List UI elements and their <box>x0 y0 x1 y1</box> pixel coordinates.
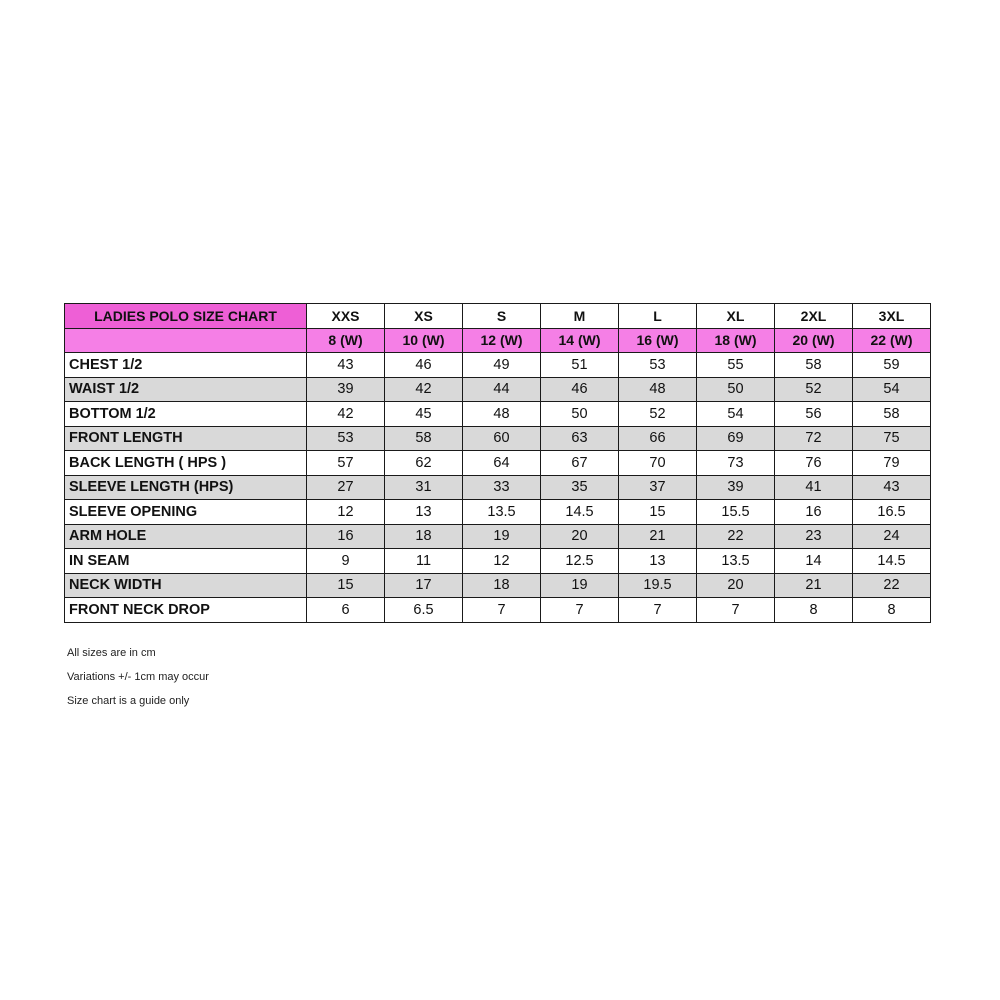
measurement-label: FRONT NECK DROP <box>65 598 307 623</box>
measurement-value: 7 <box>541 598 619 623</box>
measurement-value: 70 <box>619 451 697 476</box>
measurement-label: FRONT LENGTH <box>65 426 307 451</box>
measurement-value: 7 <box>697 598 775 623</box>
measurement-value: 44 <box>463 377 541 402</box>
measurement-value: 73 <box>697 451 775 476</box>
measurement-value: 53 <box>307 426 385 451</box>
measurement-value: 50 <box>541 402 619 427</box>
au-size-cell: 22 (W) <box>853 328 931 353</box>
measurement-label: NECK WIDTH <box>65 573 307 598</box>
measurement-value: 48 <box>619 377 697 402</box>
measurement-value: 14 <box>775 549 853 574</box>
measurement-value: 12 <box>307 500 385 525</box>
size-header-row <box>65 304 931 329</box>
table-row <box>65 573 931 598</box>
measurement-value: 50 <box>697 377 775 402</box>
au-size-header-blank <box>65 328 307 353</box>
measurement-value: 22 <box>697 524 775 549</box>
footnote-guide: Size chart is a guide only <box>67 695 190 707</box>
measurement-label: WAIST 1/2 <box>65 377 307 402</box>
measurement-value: 58 <box>385 426 463 451</box>
measurement-value: 16 <box>307 524 385 549</box>
measurement-value: 11 <box>385 549 463 574</box>
measurement-value: 64 <box>463 451 541 476</box>
chart-title: LADIES POLO SIZE CHART <box>65 304 307 329</box>
table-row <box>65 377 931 402</box>
measurement-value: 33 <box>463 475 541 500</box>
measurement-value: 63 <box>541 426 619 451</box>
measurement-value: 19.5 <box>619 573 697 598</box>
measurement-label: CHEST 1/2 <box>65 353 307 378</box>
measurement-label: IN SEAM <box>65 549 307 574</box>
measurement-value: 43 <box>853 475 931 500</box>
table-row <box>65 402 931 427</box>
measurement-value: 54 <box>697 402 775 427</box>
measurement-value: 21 <box>619 524 697 549</box>
table-row <box>65 353 931 378</box>
measurement-value: 48 <box>463 402 541 427</box>
measurement-value: 67 <box>541 451 619 476</box>
measurement-value: 14.5 <box>541 500 619 525</box>
measurement-value: 22 <box>853 573 931 598</box>
au-size-cell: 18 (W) <box>697 328 775 353</box>
au-size-cell: 20 (W) <box>775 328 853 353</box>
measurement-value: 8 <box>853 598 931 623</box>
measurement-value: 46 <box>385 353 463 378</box>
measurement-value: 49 <box>463 353 541 378</box>
size-header-cell: M <box>541 304 619 329</box>
measurement-value: 54 <box>853 377 931 402</box>
measurement-label: ARM HOLE <box>65 524 307 549</box>
measurement-value: 24 <box>853 524 931 549</box>
measurement-value: 60 <box>463 426 541 451</box>
au-size-header-row <box>65 328 931 353</box>
measurement-value: 41 <box>775 475 853 500</box>
size-header-cell: 2XL <box>775 304 853 329</box>
measurement-value: 52 <box>775 377 853 402</box>
measurement-value: 55 <box>697 353 775 378</box>
measurement-value: 13.5 <box>463 500 541 525</box>
footnote-variation: Variations +/- 1cm may occur <box>67 671 209 683</box>
table-row <box>65 598 931 623</box>
measurement-value: 53 <box>619 353 697 378</box>
measurement-value: 18 <box>385 524 463 549</box>
measurement-value: 27 <box>307 475 385 500</box>
size-header-cell: XXS <box>307 304 385 329</box>
measurement-value: 31 <box>385 475 463 500</box>
size-header-cell: S <box>463 304 541 329</box>
footnotes <box>67 641 209 713</box>
measurement-value: 16.5 <box>853 500 931 525</box>
measurement-value: 45 <box>385 402 463 427</box>
table-row <box>65 524 931 549</box>
measurement-value: 20 <box>697 573 775 598</box>
measurement-value: 58 <box>853 402 931 427</box>
measurement-value: 6.5 <box>385 598 463 623</box>
size-header-cell: XS <box>385 304 463 329</box>
measurement-label: BACK LENGTH ( HPS ) <box>65 451 307 476</box>
measurement-value: 12 <box>463 549 541 574</box>
measurement-value: 43 <box>307 353 385 378</box>
size-header-cell: XL <box>697 304 775 329</box>
measurement-label: SLEEVE LENGTH (HPS) <box>65 475 307 500</box>
measurement-value: 39 <box>697 475 775 500</box>
table-row <box>65 475 931 500</box>
measurement-value: 76 <box>775 451 853 476</box>
measurement-value: 59 <box>853 353 931 378</box>
measurement-value: 16 <box>775 500 853 525</box>
measurement-value: 42 <box>385 377 463 402</box>
measurement-value: 51 <box>541 353 619 378</box>
measurement-value: 23 <box>775 524 853 549</box>
measurement-value: 62 <box>385 451 463 476</box>
table-row <box>65 500 931 525</box>
measurement-value: 8 <box>775 598 853 623</box>
measurement-value: 42 <box>307 402 385 427</box>
au-size-cell: 10 (W) <box>385 328 463 353</box>
footnote-units: All sizes are in cm <box>67 647 156 659</box>
measurement-value: 7 <box>463 598 541 623</box>
table-row <box>65 451 931 476</box>
measurement-value: 6 <box>307 598 385 623</box>
measurement-value: 66 <box>619 426 697 451</box>
measurement-value: 21 <box>775 573 853 598</box>
measurement-value: 12.5 <box>541 549 619 574</box>
au-size-cell: 16 (W) <box>619 328 697 353</box>
measurement-value: 52 <box>619 402 697 427</box>
measurement-value: 7 <box>619 598 697 623</box>
au-size-cell: 12 (W) <box>463 328 541 353</box>
measurement-value: 37 <box>619 475 697 500</box>
measurement-value: 58 <box>775 353 853 378</box>
measurement-value: 79 <box>853 451 931 476</box>
measurement-value: 19 <box>541 573 619 598</box>
measurement-value: 13 <box>619 549 697 574</box>
measurement-value: 13.5 <box>697 549 775 574</box>
measurement-value: 56 <box>775 402 853 427</box>
measurement-value: 15.5 <box>697 500 775 525</box>
measurement-value: 15 <box>307 573 385 598</box>
au-size-cell: 14 (W) <box>541 328 619 353</box>
measurement-value: 39 <box>307 377 385 402</box>
measurement-value: 35 <box>541 475 619 500</box>
measurement-value: 9 <box>307 549 385 574</box>
measurement-label: SLEEVE OPENING <box>65 500 307 525</box>
measurement-value: 17 <box>385 573 463 598</box>
measurement-value: 15 <box>619 500 697 525</box>
au-size-cell: 8 (W) <box>307 328 385 353</box>
size-header-cell: 3XL <box>853 304 931 329</box>
measurement-value: 46 <box>541 377 619 402</box>
measurement-value: 19 <box>463 524 541 549</box>
measurement-value: 18 <box>463 573 541 598</box>
size-header-cell: L <box>619 304 697 329</box>
measurement-label: BOTTOM 1/2 <box>65 402 307 427</box>
measurement-value: 72 <box>775 426 853 451</box>
measurement-value: 75 <box>853 426 931 451</box>
measurement-value: 13 <box>385 500 463 525</box>
measurement-value: 20 <box>541 524 619 549</box>
size-chart-table <box>64 303 931 623</box>
measurement-value: 57 <box>307 451 385 476</box>
measurement-value: 69 <box>697 426 775 451</box>
table-row <box>65 549 931 574</box>
measurement-value: 14.5 <box>853 549 931 574</box>
table-row <box>65 426 931 451</box>
